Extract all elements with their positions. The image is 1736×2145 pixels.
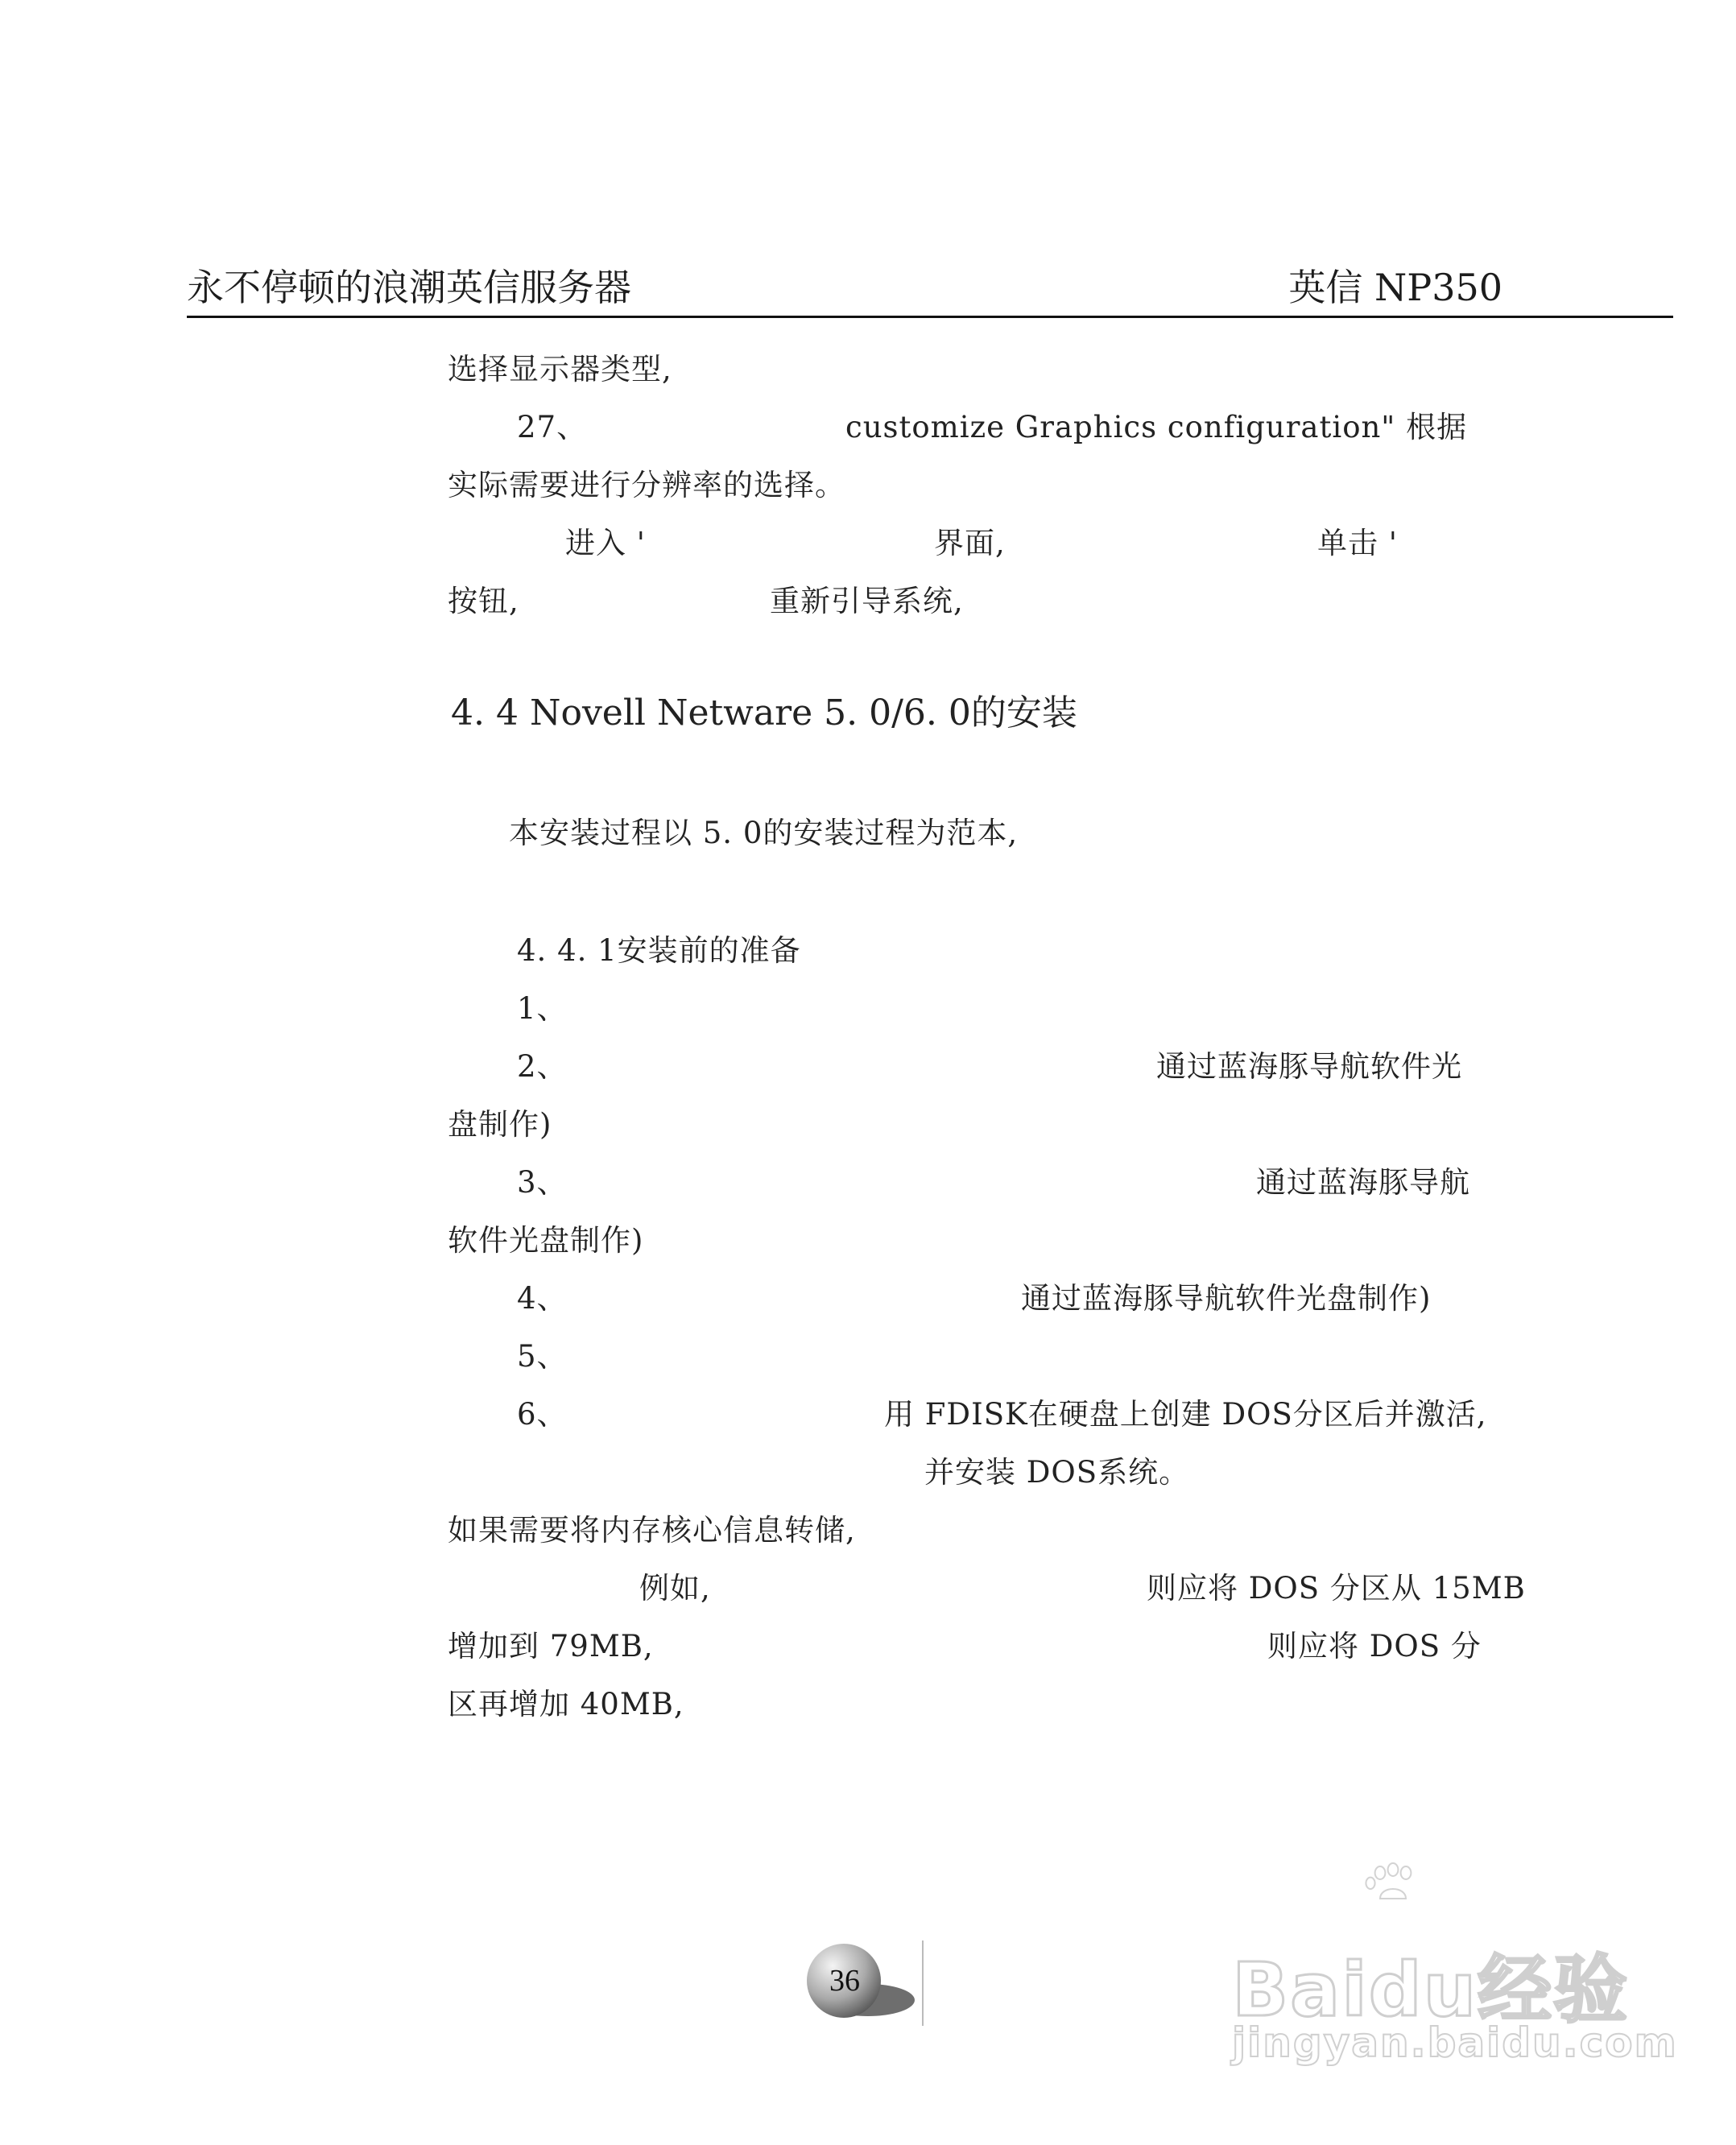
list-number: 3、 [517,1165,568,1200]
text-line: 通过蓝海豚导航软件光盘制作) [1021,1281,1432,1316]
running-header-model: 英信 NP350 [1288,266,1502,309]
text-line: 增加到 79MB, [448,1629,654,1664]
list-number: 1、 [517,991,568,1026]
list-number: 2、 [517,1049,568,1084]
running-header-title: 永不停顿的浪潮英信服务器 [187,266,631,309]
text-line: 进入 ' [565,526,646,560]
paw-icon [1361,1836,1522,1932]
text-line: 通过蓝海豚导航软件光 [1156,1049,1462,1084]
text-line: 例如, [639,1571,711,1606]
watermark-url: jingyan.baidu.com [1232,2019,1678,2066]
watermark-brand: Baidu经验 [1232,1947,1630,2033]
text-line: customize Graphics configuration" 根据 [845,410,1468,444]
subsection-heading: 4. 4. 1安装前的准备 [517,933,801,968]
list-number: 27、 [517,410,588,444]
section-heading: 4. 4 Novell Netware 5. 0/6. 0的安装 [451,692,1077,734]
list-number: 5、 [517,1339,568,1374]
text-line: 用 FDISK在硬盘上创建 DOS分区后并激活, [884,1397,1487,1432]
text-line: 本安装过程以 5. 0的安装过程为范本, [509,816,1019,850]
header-rule [187,316,1673,318]
page-number: 36 [829,1964,860,1998]
text-line: 则应将 DOS 分 [1267,1629,1482,1664]
page-number-badge [797,1939,926,2027]
text-line: 重新引导系统, [770,584,964,618]
text-line: 则应将 DOS 分区从 15MB [1147,1571,1526,1606]
text-line: 按钮, [448,584,519,618]
text-line: 界面, [934,526,1006,560]
text-line: 盘制作) [448,1107,552,1142]
text-line: 并安装 DOS系统。 [924,1455,1190,1490]
text-line: 通过蓝海豚导航 [1256,1165,1470,1200]
list-number: 4、 [517,1281,568,1316]
list-number: 6、 [517,1397,568,1432]
text-line: 软件光盘制作) [448,1223,644,1258]
text-line: 选择显示器类型, [448,352,672,386]
text-line: 区再增加 40MB, [448,1687,684,1721]
text-line: 实际需要进行分辨率的选择。 [448,468,845,502]
text-line: 如果需要将内存核心信息转储, [448,1513,856,1548]
text-line: 单击 ' [1317,526,1398,560]
